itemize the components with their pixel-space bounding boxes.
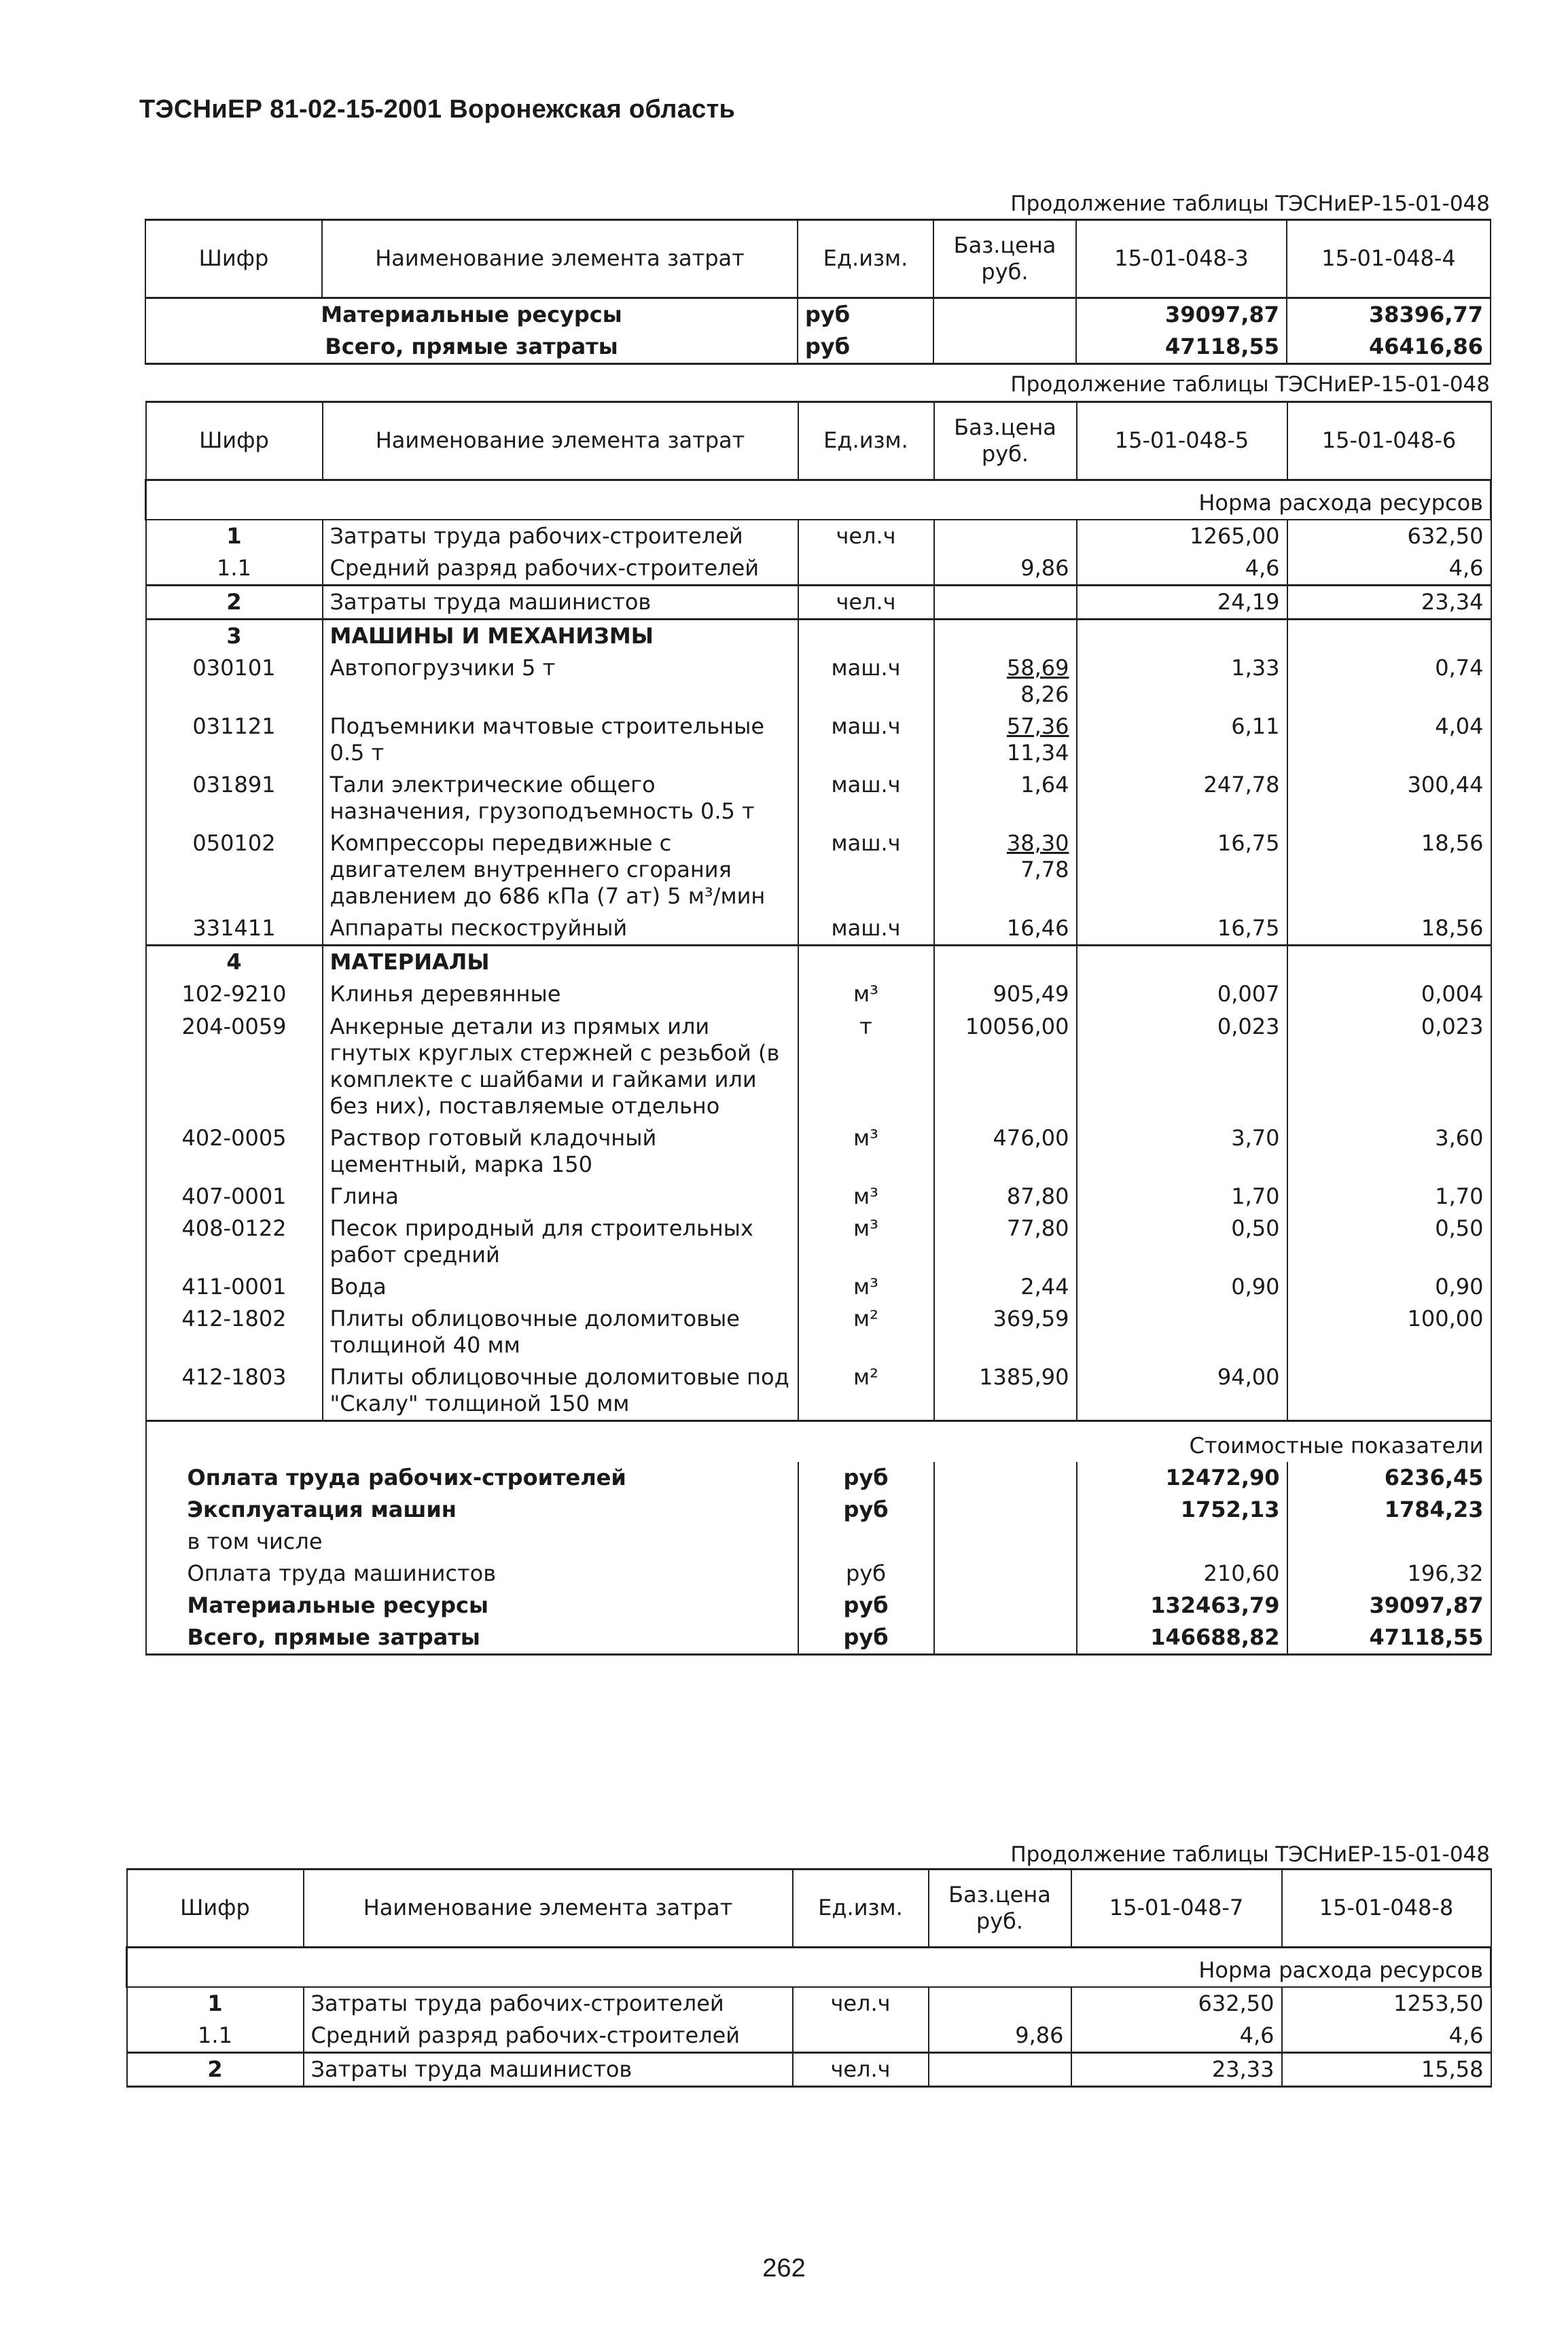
col-a-header: 15-01-048-7 <box>1071 1870 1282 1948</box>
row-price <box>934 652 1077 711</box>
row-name: Материальные ресурсы <box>145 298 798 332</box>
row-code: 031121 <box>146 711 323 769</box>
row-value-b: 1253,50 <box>1282 1987 1491 2020</box>
row-name: Песок природный для строительных работ средний <box>323 1213 798 1271</box>
price-main: 476,00 <box>993 1124 1069 1151</box>
price-main: 16,46 <box>1006 915 1069 942</box>
cost-value-a: 12472,90 <box>1077 1462 1287 1494</box>
col-code-header: Шифр <box>145 220 322 298</box>
table-row <box>146 652 1491 711</box>
row-value-a: 39097,87 <box>1076 298 1287 332</box>
table-row <box>146 1122 1491 1181</box>
row-price <box>929 2053 1071 2087</box>
row-name: МАТЕРИАЛЫ <box>323 946 798 979</box>
col-b-header: 15-01-048-8 <box>1282 1870 1491 1948</box>
row-price <box>934 769 1077 827</box>
row-price <box>934 827 1077 912</box>
cost-value-a: 1752,13 <box>1077 1494 1287 1526</box>
row-code: 102-9210 <box>146 978 323 1010</box>
row-value-a: 6,11 <box>1077 711 1287 769</box>
page-header: ТЭСНиЕР 81-02-15-2001 Воронежская область <box>139 95 736 124</box>
cost-price <box>934 1494 1077 1526</box>
row-code: 402-0005 <box>146 1122 323 1181</box>
row-value-a: 4,6 <box>1077 552 1287 586</box>
row-name: Затраты труда машинистов <box>323 586 798 620</box>
row-value-b <box>1287 1361 1491 1421</box>
price-main: 369,59 <box>993 1305 1069 1331</box>
row-value-b: 18,56 <box>1287 827 1491 912</box>
row-unit: руб <box>798 331 933 364</box>
row-code: 411-0001 <box>146 1271 323 1303</box>
table1 <box>145 219 1491 365</box>
row-code: 408-0122 <box>146 1213 323 1271</box>
row-price <box>934 978 1077 1010</box>
row-value-b: 3,60 <box>1287 1122 1491 1181</box>
table-row <box>146 1213 1491 1271</box>
row-price <box>934 946 1077 979</box>
row-unit: чел.ч <box>798 586 934 620</box>
row-name: Автопогрузчики 5 т <box>323 652 798 711</box>
table-row <box>127 2053 1491 2087</box>
table-row <box>146 520 1491 552</box>
row-price <box>934 1011 1077 1122</box>
col-price-header: Баз.цена руб. <box>934 402 1077 480</box>
price-machinist: 11,34 <box>1006 740 1069 766</box>
cost-value-a: 132463,79 <box>1077 1590 1287 1622</box>
row-price <box>934 711 1077 769</box>
col-b-header: 15-01-048-4 <box>1287 220 1491 298</box>
cost-price <box>934 1590 1077 1622</box>
col-unit-header: Ед.изм. <box>793 1870 929 1948</box>
cost-price <box>934 1526 1077 1558</box>
table-row <box>146 1011 1491 1122</box>
row-price <box>934 1361 1077 1421</box>
cost-value-a: 146688,82 <box>1077 1622 1287 1655</box>
row-unit: маш.ч <box>798 652 934 711</box>
row-unit: м³ <box>798 1122 934 1181</box>
row-price <box>933 298 1076 332</box>
row-name: Средний разряд рабочих-строителей <box>304 2020 793 2053</box>
row-price <box>934 586 1077 620</box>
cost-value-a <box>1077 1526 1287 1558</box>
row-unit: м³ <box>798 1271 934 1303</box>
cost-label: Стоимостные показатели <box>146 1420 1491 1462</box>
cost-value-b: 47118,55 <box>1287 1622 1491 1655</box>
row-value-a: 4,6 <box>1071 2020 1282 2053</box>
norm-row <box>127 1948 1491 1988</box>
row-unit: м³ <box>798 1181 934 1213</box>
cost-row <box>146 1622 1491 1655</box>
row-code: 412-1802 <box>146 1303 323 1361</box>
row-value-a: 3,70 <box>1077 1122 1287 1181</box>
table3-header-row <box>127 1870 1491 1948</box>
cost-row <box>146 1494 1491 1526</box>
row-code: 1 <box>127 1987 304 2020</box>
row-unit: м² <box>798 1303 934 1361</box>
table-row <box>146 978 1491 1010</box>
cost-value-b: 196,32 <box>1287 1558 1491 1590</box>
col-unit-header: Ед.изм. <box>798 402 934 480</box>
cost-name: в том числе <box>146 1526 798 1558</box>
cost-row <box>146 1558 1491 1590</box>
table-row <box>127 1987 1491 2020</box>
row-name: Затраты труда рабочих-строителей <box>323 520 798 552</box>
row-value-b: 46416,86 <box>1287 331 1491 364</box>
norm-label: Норма расхода ресурсов <box>127 1948 1491 1988</box>
cost-name: Эксплуатация машин <box>146 1494 798 1526</box>
col-price-header: Баз.цена руб. <box>933 220 1076 298</box>
cost-label-row <box>146 1420 1491 1462</box>
price-main: 10056,00 <box>965 1013 1069 1039</box>
row-value-a: 0,007 <box>1077 978 1287 1010</box>
row-value-b: 15,58 <box>1282 2053 1491 2087</box>
row-name: Плиты облицовочные доломитовые под "Скалу" толщиной 150 мм <box>323 1361 798 1421</box>
norm-label: Норма расхода ресурсов <box>146 480 1491 520</box>
row-unit: маш.ч <box>798 769 934 827</box>
col-price-header: Баз.цена руб. <box>929 1870 1071 1948</box>
row-unit: руб <box>798 298 933 332</box>
table2-caption: Продолжение таблицы ТЭСНиЕР-15-01-048 <box>1010 372 1490 397</box>
row-value-a: 94,00 <box>1077 1361 1287 1421</box>
row-price <box>934 1303 1077 1361</box>
cost-price <box>934 1462 1077 1494</box>
row-unit: маш.ч <box>798 827 934 912</box>
cost-name: Всего, прямые затраты <box>146 1622 798 1655</box>
row-name: Подъемники мачтовые строительные 0.5 т <box>323 711 798 769</box>
row-value-a: 0,023 <box>1077 1011 1287 1122</box>
row-unit: т <box>798 1011 934 1122</box>
cost-row <box>146 1590 1491 1622</box>
cost-price <box>934 1622 1077 1655</box>
col-a-header: 15-01-048-3 <box>1076 220 1287 298</box>
row-name: Компрессоры передвижные с двигателем внутреннего сгорания давлением до 686 кПа (7 ат) 5 м³/мин <box>323 827 798 912</box>
cost-unit: руб <box>798 1462 934 1494</box>
row-name: Раствор готовый кладочный цементный, марка 150 <box>323 1122 798 1181</box>
table3 <box>126 1868 1492 2088</box>
row-value-a <box>1077 1303 1287 1361</box>
row-code: 2 <box>146 586 323 620</box>
table-row <box>146 1361 1491 1421</box>
row-unit <box>798 946 934 979</box>
table-row <box>145 298 1491 332</box>
row-unit: м² <box>798 1361 934 1421</box>
table-row <box>127 2020 1491 2053</box>
cost-row <box>146 1462 1491 1494</box>
row-name: Всего, прямые затраты <box>145 331 798 364</box>
col-b-header: 15-01-048-6 <box>1287 402 1491 480</box>
row-code: 1 <box>146 520 323 552</box>
row-value-b: 23,34 <box>1287 586 1491 620</box>
col-name-header: Наименование элемента затрат <box>323 402 798 480</box>
cost-name: Материальные ресурсы <box>146 1590 798 1622</box>
row-unit <box>793 2020 929 2053</box>
table1-caption: Продолжение таблицы ТЭСНиЕР-15-01-048 <box>1010 192 1490 216</box>
table3-caption: Продолжение таблицы ТЭСНиЕР-15-01-048 <box>1010 1842 1490 1867</box>
row-value-b: 4,6 <box>1282 2020 1491 2053</box>
row-value-b: 300,44 <box>1287 769 1491 827</box>
cost-name: Оплата труда рабочих-строителей <box>146 1462 798 1494</box>
price-main: 77,80 <box>1006 1215 1069 1241</box>
page-number: 262 <box>762 2254 806 2283</box>
row-code: 2 <box>127 2053 304 2087</box>
row-unit: чел.ч <box>793 2053 929 2087</box>
row-value-b: 38396,77 <box>1287 298 1491 332</box>
table-row <box>145 331 1491 364</box>
row-code: 1.1 <box>146 552 323 586</box>
row-price <box>934 1213 1077 1271</box>
row-value-b: 4,04 <box>1287 711 1491 769</box>
row-name: Вода <box>323 1271 798 1303</box>
row-code: 1.1 <box>127 2020 304 2053</box>
row-unit: маш.ч <box>798 912 934 946</box>
table-row <box>146 827 1491 912</box>
row-value-a: 1,33 <box>1077 652 1287 711</box>
row-code: 412-1803 <box>146 1361 323 1421</box>
row-value-b: 0,004 <box>1287 978 1491 1010</box>
table2 <box>145 401 1492 1656</box>
table-row <box>146 552 1491 586</box>
row-value-a: 1,70 <box>1077 1181 1287 1213</box>
cost-value-b <box>1287 1526 1491 1558</box>
row-unit <box>798 552 934 586</box>
price-main: 1,64 <box>1020 772 1069 798</box>
table-row <box>146 1271 1491 1303</box>
cost-price <box>934 1558 1077 1590</box>
table-row <box>146 1181 1491 1213</box>
row-name: Тали электрические общего назначения, грузоподъемность 0.5 т <box>323 769 798 827</box>
row-unit: м³ <box>798 978 934 1010</box>
row-value-a: 23,33 <box>1071 2053 1282 2087</box>
table-row <box>146 1303 1491 1361</box>
row-name: Клинья деревянные <box>323 978 798 1010</box>
cost-unit: руб <box>798 1590 934 1622</box>
row-value-a: 16,75 <box>1077 827 1287 912</box>
row-value-a <box>1077 620 1287 653</box>
row-code: 050102 <box>146 827 323 912</box>
row-value-a: 632,50 <box>1071 1987 1282 2020</box>
cost-value-b: 39097,87 <box>1287 1590 1491 1622</box>
price-main: 57,36 <box>1006 713 1069 740</box>
row-name: Аппараты пескоструйный <box>323 912 798 946</box>
row-code: 3 <box>146 620 323 653</box>
row-name: Глина <box>323 1181 798 1213</box>
row-code: 4 <box>146 946 323 979</box>
row-price <box>934 912 1077 946</box>
table-row <box>146 586 1491 620</box>
col-code-header: Шифр <box>146 402 323 480</box>
price-machinist: 7,78 <box>1020 857 1069 883</box>
row-price <box>934 1181 1077 1213</box>
col-name-header: Наименование элемента затрат <box>304 1870 793 1948</box>
row-value-b <box>1287 946 1491 979</box>
row-price <box>934 1271 1077 1303</box>
cost-row <box>146 1526 1491 1558</box>
row-code: 407-0001 <box>146 1181 323 1213</box>
table-row <box>146 946 1491 979</box>
row-unit: чел.ч <box>798 520 934 552</box>
row-value-a: 0,50 <box>1077 1213 1287 1271</box>
cost-name: Оплата труда машинистов <box>146 1558 798 1590</box>
cost-unit: руб <box>798 1494 934 1526</box>
row-price: 9,86 <box>929 2020 1071 2053</box>
col-code-header: Шифр <box>127 1870 304 1948</box>
col-a-header: 15-01-048-5 <box>1077 402 1287 480</box>
row-value-a <box>1077 946 1287 979</box>
price-main: 905,49 <box>993 981 1069 1007</box>
row-price <box>934 1122 1077 1181</box>
row-price <box>934 552 1077 586</box>
cost-value-b: 6236,45 <box>1287 1462 1491 1494</box>
price-main: 9,86 <box>1020 555 1069 582</box>
cost-unit: руб <box>798 1558 934 1590</box>
row-value-a: 1265,00 <box>1077 520 1287 552</box>
row-value-b <box>1287 620 1491 653</box>
row-value-b: 0,50 <box>1287 1213 1491 1271</box>
price-main: 1385,90 <box>979 1363 1069 1390</box>
table-row <box>146 769 1491 827</box>
table-row <box>146 912 1491 946</box>
row-code: 204-0059 <box>146 1011 323 1122</box>
price-main: 38,30 <box>1006 830 1069 857</box>
table-row <box>146 620 1491 653</box>
row-code: 031891 <box>146 769 323 827</box>
row-value-a: 16,75 <box>1077 912 1287 946</box>
col-unit-header: Ед.изм. <box>798 220 933 298</box>
row-name: Средний разряд рабочих-строителей <box>323 552 798 586</box>
row-unit <box>798 620 934 653</box>
price-machinist: 8,26 <box>1020 681 1069 708</box>
row-code: 030101 <box>146 652 323 711</box>
row-value-b: 0,023 <box>1287 1011 1491 1122</box>
row-value-b: 100,00 <box>1287 1303 1491 1361</box>
row-value-a: 47118,55 <box>1076 331 1287 364</box>
row-value-b: 1,70 <box>1287 1181 1491 1213</box>
table2-header-row <box>146 402 1491 480</box>
row-value-b: 0,74 <box>1287 652 1491 711</box>
row-price <box>933 331 1076 364</box>
row-price <box>934 520 1077 552</box>
row-value-b: 0,90 <box>1287 1271 1491 1303</box>
row-price <box>929 1987 1071 2020</box>
row-value-b: 632,50 <box>1287 520 1491 552</box>
cost-value-b: 1784,23 <box>1287 1494 1491 1526</box>
row-unit: чел.ч <box>793 1987 929 2020</box>
row-value-a: 0,90 <box>1077 1271 1287 1303</box>
price-main: 58,69 <box>1006 655 1069 681</box>
row-name: Затраты труда рабочих-строителей <box>304 1987 793 2020</box>
row-name: МАШИНЫ И МЕХАНИЗМЫ <box>323 620 798 653</box>
row-price <box>934 620 1077 653</box>
row-name: Плиты облицовочные доломитовые толщиной 40 мм <box>323 1303 798 1361</box>
cost-unit: руб <box>798 1622 934 1655</box>
norm-row <box>146 480 1491 520</box>
cost-unit <box>798 1526 934 1558</box>
row-value-b: 18,56 <box>1287 912 1491 946</box>
row-unit: м³ <box>798 1213 934 1271</box>
row-code: 331411 <box>146 912 323 946</box>
table-row <box>146 711 1491 769</box>
table1-header-row <box>145 220 1491 298</box>
price-main: 87,80 <box>1006 1183 1069 1209</box>
row-value-a: 24,19 <box>1077 586 1287 620</box>
row-name: Анкерные детали из прямых или гнутых круглых стержней с резьбой (в комплекте с шайбами и гайками или без них), поставляемые отдельно <box>323 1011 798 1122</box>
cost-value-a: 210,60 <box>1077 1558 1287 1590</box>
row-value-b: 4,6 <box>1287 552 1491 586</box>
row-unit: маш.ч <box>798 711 934 769</box>
row-name: Затраты труда машинистов <box>304 2053 793 2087</box>
price-main: 2,44 <box>1020 1273 1069 1300</box>
col-name-header: Наименование элемента затрат <box>322 220 798 298</box>
row-value-a: 247,78 <box>1077 769 1287 827</box>
